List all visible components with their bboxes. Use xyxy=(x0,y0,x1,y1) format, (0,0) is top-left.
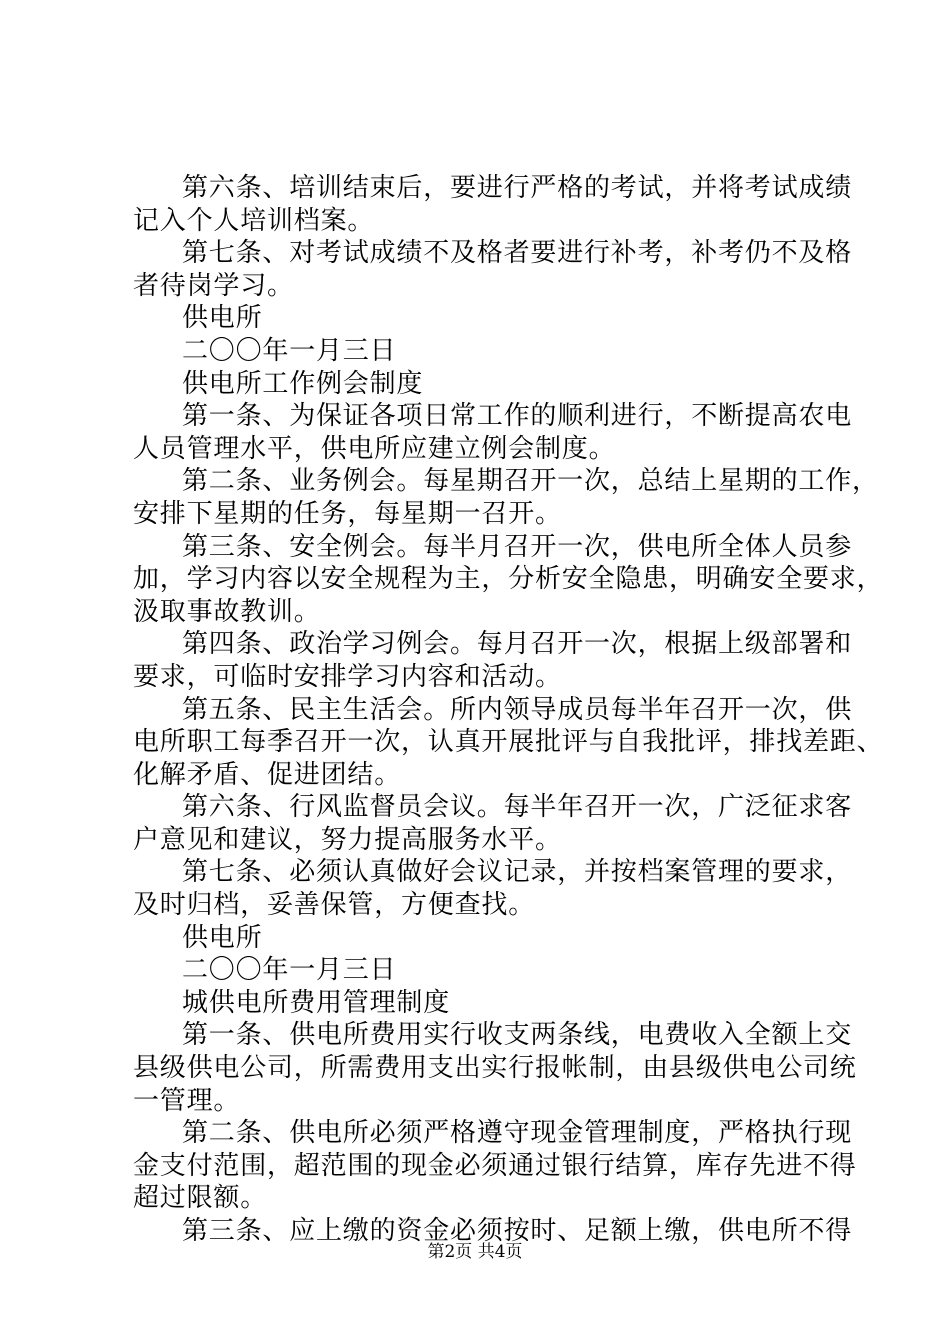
text-line: 供电所工作例会制度 xyxy=(182,368,424,399)
text-line: 人员管理水平，供电所应建立例会制度。 xyxy=(133,433,616,464)
text-line: 记入个人培训档案。 xyxy=(133,205,375,236)
text-line: 二〇〇年一月三日 xyxy=(182,335,397,366)
text-line: 一管理。 xyxy=(133,1085,241,1116)
page-footer: 第2页 共4页 xyxy=(427,1242,523,1262)
text-line: 加，学习内容以安全规程为主，分析安全隐患，明确安全要求， xyxy=(133,564,884,595)
text-line: 供电所 xyxy=(182,922,263,953)
text-line: 要求，可临时安排学习内容和活动。 xyxy=(133,661,562,692)
text-line: 供电所 xyxy=(182,303,263,334)
text-line: 电所职工每季召开一次，认真开展批评与自我批评，排找差距、 xyxy=(133,727,884,758)
text-line: 及时归档，妥善保管，方便查找。 xyxy=(133,890,536,921)
text-line: 县级供电公司，所需费用支出实行报帐制，由县级供电公司统 xyxy=(133,1053,857,1084)
text-line: 第五条、民主生活会。所内领导成员每半年召开一次，供 xyxy=(182,694,853,725)
text-line: 户意见和建议，努力提高服务水平。 xyxy=(133,824,562,855)
text-line: 第三条、安全例会。每半月召开一次，供电所全体人员参 xyxy=(182,531,853,562)
text-line: 第四条、政治学习例会。每月召开一次，根据上级部署和 xyxy=(182,629,853,660)
text-line: 第三条、应上缴的资金必须按时、足额上缴，供电所不得 xyxy=(182,1216,853,1246)
text-line: 超过限额。 xyxy=(133,1183,268,1214)
text-line: 者待岗学习。 xyxy=(133,270,294,301)
text-line: 城供电所费用管理制度 xyxy=(182,987,451,1018)
text-line: 金支付范围，超范围的现金必须通过银行结算，库存先进不得 xyxy=(133,1150,857,1181)
text-line: 二〇〇年一月三日 xyxy=(182,955,397,986)
document-body xyxy=(133,172,884,1248)
text-line: 第七条、必须认真做好会议记录，并按档案管理的要求， xyxy=(182,857,853,888)
text-line: 第六条、行风监督员会议。每半年召开一次，广泛征求客 xyxy=(182,792,853,823)
text-line: 汲取事故教训。 xyxy=(133,596,321,627)
text-line: 第六条、培训结束后，要进行严格的考试，并将考试成绩 xyxy=(182,173,853,203)
text-line: 第一条、供电所费用实行收支两条线，电费收入全额上交 xyxy=(182,1020,853,1051)
text-line: 第二条、供电所必须严格遵守现金管理制度，严格执行现 xyxy=(182,1118,853,1149)
text-line: 第一条、为保证各项日常工作的顺利进行，不断提高农电 xyxy=(182,401,853,432)
text-line: 第七条、对考试成绩不及格者要进行补考，补考仍不及格 xyxy=(182,238,853,269)
text-line: 安排下星期的任务，每星期一召开。 xyxy=(133,498,562,529)
text-line: 第二条、业务例会。每星期召开一次，总结上星期的工作， xyxy=(182,466,879,497)
text-line: 化解矛盾、促进团结。 xyxy=(133,759,402,790)
